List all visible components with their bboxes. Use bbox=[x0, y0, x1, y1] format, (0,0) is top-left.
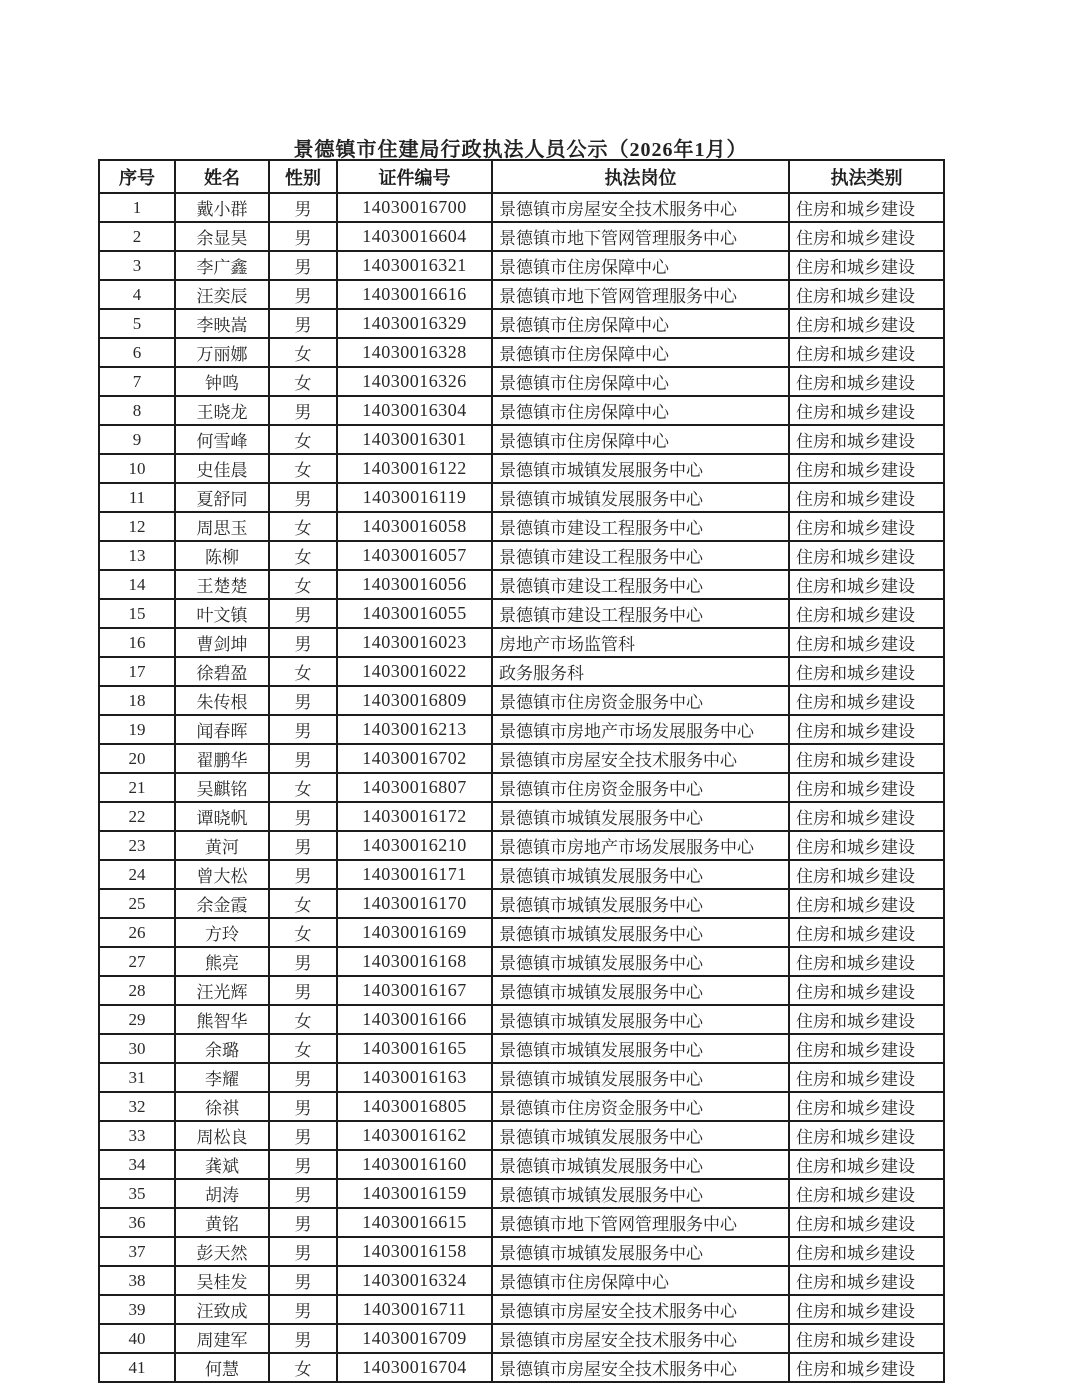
cell: 汪奕辰 bbox=[175, 280, 269, 309]
cell: 景德镇市城镇发展服务中心 bbox=[492, 860, 789, 889]
cell: 20 bbox=[99, 744, 175, 773]
table-row bbox=[99, 773, 944, 802]
cell: 住房和城乡建设 bbox=[789, 773, 944, 802]
table-row bbox=[99, 1092, 944, 1121]
cell: 28 bbox=[99, 976, 175, 1005]
table-row bbox=[99, 1266, 944, 1295]
cell: 景德镇市住房保障中心 bbox=[492, 309, 789, 338]
cell: 男 bbox=[269, 831, 337, 860]
table-row bbox=[99, 889, 944, 918]
cell: 景德镇市住房资金服务中心 bbox=[492, 773, 789, 802]
cell: 41 bbox=[99, 1353, 175, 1382]
table-row bbox=[99, 367, 944, 396]
table-row bbox=[99, 715, 944, 744]
cell: 景德镇市城镇发展服务中心 bbox=[492, 1063, 789, 1092]
cell: 住房和城乡建设 bbox=[789, 831, 944, 860]
cell: 住房和城乡建设 bbox=[789, 512, 944, 541]
cell: 曾大松 bbox=[175, 860, 269, 889]
table-row bbox=[99, 744, 944, 773]
cell: 7 bbox=[99, 367, 175, 396]
cell: 住房和城乡建设 bbox=[789, 193, 944, 222]
cell: 景德镇市城镇发展服务中心 bbox=[492, 889, 789, 918]
cell: 39 bbox=[99, 1295, 175, 1324]
cell: 景德镇市城镇发展服务中心 bbox=[492, 1034, 789, 1063]
cell: 33 bbox=[99, 1121, 175, 1150]
table-row bbox=[99, 628, 944, 657]
table-row bbox=[99, 483, 944, 512]
table-row bbox=[99, 512, 944, 541]
table-row bbox=[99, 1179, 944, 1208]
cell: 男 bbox=[269, 628, 337, 657]
cell: 14030016167 bbox=[337, 976, 492, 1005]
table-row bbox=[99, 251, 944, 280]
cell: 40 bbox=[99, 1324, 175, 1353]
cell: 14030016162 bbox=[337, 1121, 492, 1150]
cell: 吴桂发 bbox=[175, 1266, 269, 1295]
table-row bbox=[99, 309, 944, 338]
cell: 住房和城乡建设 bbox=[789, 657, 944, 686]
cell: 徐碧盈 bbox=[175, 657, 269, 686]
table-row bbox=[99, 570, 944, 599]
cell: 36 bbox=[99, 1208, 175, 1237]
cell: 翟鹏华 bbox=[175, 744, 269, 773]
cell: 景德镇市城镇发展服务中心 bbox=[492, 1005, 789, 1034]
cell: 景德镇市建设工程服务中心 bbox=[492, 599, 789, 628]
cell: 住房和城乡建设 bbox=[789, 947, 944, 976]
table-row bbox=[99, 280, 944, 309]
cell: 李耀 bbox=[175, 1063, 269, 1092]
table-row bbox=[99, 1208, 944, 1237]
cell: 男 bbox=[269, 802, 337, 831]
cell: 政务服务科 bbox=[492, 657, 789, 686]
page-title: 景德镇市住建局行政执法人员公示（2026年1月） bbox=[293, 139, 748, 161]
cell: 14030016171 bbox=[337, 860, 492, 889]
cell: 住房和城乡建设 bbox=[789, 454, 944, 483]
cell: 男 bbox=[269, 396, 337, 425]
cell: 14030016170 bbox=[337, 889, 492, 918]
cell: 34 bbox=[99, 1150, 175, 1179]
table-body bbox=[99, 193, 944, 1382]
cell: 住房和城乡建设 bbox=[789, 541, 944, 570]
cell: 住房和城乡建设 bbox=[789, 628, 944, 657]
cell: 景德镇市城镇发展服务中心 bbox=[492, 1150, 789, 1179]
cell: 景德镇市住房资金服务中心 bbox=[492, 1092, 789, 1121]
cell: 26 bbox=[99, 918, 175, 947]
cell: 景德镇市房屋安全技术服务中心 bbox=[492, 1324, 789, 1353]
cell: 22 bbox=[99, 802, 175, 831]
cell: 住房和城乡建设 bbox=[789, 1034, 944, 1063]
table-row bbox=[99, 860, 944, 889]
cell: 14030016122 bbox=[337, 454, 492, 483]
table-row bbox=[99, 1295, 944, 1324]
cell: 周建军 bbox=[175, 1324, 269, 1353]
cell: 男 bbox=[269, 1121, 337, 1150]
table-row bbox=[99, 1063, 944, 1092]
cell: 彭天然 bbox=[175, 1237, 269, 1266]
cell: 14030016329 bbox=[337, 309, 492, 338]
cell: 景德镇市地下管网管理服务中心 bbox=[492, 1208, 789, 1237]
cell: 男 bbox=[269, 744, 337, 773]
cell: 景德镇市城镇发展服务中心 bbox=[492, 976, 789, 1005]
cell: 何雪峰 bbox=[175, 425, 269, 454]
cell: 8 bbox=[99, 396, 175, 425]
cell: 景德镇市住房保障中心 bbox=[492, 425, 789, 454]
cell: 景德镇市城镇发展服务中心 bbox=[492, 1179, 789, 1208]
cell: 住房和城乡建设 bbox=[789, 1266, 944, 1295]
cell: 14030016058 bbox=[337, 512, 492, 541]
cell: 史佳晨 bbox=[175, 454, 269, 483]
cell: 女 bbox=[269, 1005, 337, 1034]
cell: 25 bbox=[99, 889, 175, 918]
table-row bbox=[99, 918, 944, 947]
cell: 景德镇市建设工程服务中心 bbox=[492, 541, 789, 570]
cell: 景德镇市地下管网管理服务中心 bbox=[492, 222, 789, 251]
cell: 熊亮 bbox=[175, 947, 269, 976]
cell: 男 bbox=[269, 222, 337, 251]
cell: 5 bbox=[99, 309, 175, 338]
cell: 住房和城乡建设 bbox=[789, 1121, 944, 1150]
cell: 住房和城乡建设 bbox=[789, 1237, 944, 1266]
cell: 住房和城乡建设 bbox=[789, 396, 944, 425]
cell: 男 bbox=[269, 1208, 337, 1237]
table-row bbox=[99, 1150, 944, 1179]
cell: 9 bbox=[99, 425, 175, 454]
cell: 14030016321 bbox=[337, 251, 492, 280]
cell: 14030016604 bbox=[337, 222, 492, 251]
cell: 14030016169 bbox=[337, 918, 492, 947]
cell: 37 bbox=[99, 1237, 175, 1266]
cell: 景德镇市城镇发展服务中心 bbox=[492, 1121, 789, 1150]
cell: 汪光辉 bbox=[175, 976, 269, 1005]
cell: 14030016160 bbox=[337, 1150, 492, 1179]
cell: 14030016165 bbox=[337, 1034, 492, 1063]
table-row bbox=[99, 1237, 944, 1266]
table-row bbox=[99, 338, 944, 367]
cell: 男 bbox=[269, 280, 337, 309]
cell: 14030016805 bbox=[337, 1092, 492, 1121]
cell: 男 bbox=[269, 1150, 337, 1179]
cell: 住房和城乡建设 bbox=[789, 1092, 944, 1121]
cell: 14030016304 bbox=[337, 396, 492, 425]
cell: 女 bbox=[269, 570, 337, 599]
cell: 住房和城乡建设 bbox=[789, 251, 944, 280]
cell: 熊智华 bbox=[175, 1005, 269, 1034]
cell: 男 bbox=[269, 1237, 337, 1266]
table-row bbox=[99, 1034, 944, 1063]
cell: 14030016702 bbox=[337, 744, 492, 773]
cell: 黄河 bbox=[175, 831, 269, 860]
cell: 14030016616 bbox=[337, 280, 492, 309]
cell: 女 bbox=[269, 1034, 337, 1063]
cell: 14030016163 bbox=[337, 1063, 492, 1092]
header-cell: 性别 bbox=[269, 160, 337, 193]
cell: 19 bbox=[99, 715, 175, 744]
table-row bbox=[99, 1353, 944, 1382]
cell: 14030016807 bbox=[337, 773, 492, 802]
cell: 14030016119 bbox=[337, 483, 492, 512]
cell: 女 bbox=[269, 512, 337, 541]
cell: 21 bbox=[99, 773, 175, 802]
header-cell: 序号 bbox=[99, 160, 175, 193]
cell: 房地产市场监管科 bbox=[492, 628, 789, 657]
cell: 14030016168 bbox=[337, 947, 492, 976]
cell: 周思玉 bbox=[175, 512, 269, 541]
cell: 景德镇市房屋安全技术服务中心 bbox=[492, 744, 789, 773]
table-row bbox=[99, 802, 944, 831]
cell: 14030016055 bbox=[337, 599, 492, 628]
cell: 方玲 bbox=[175, 918, 269, 947]
cell: 景德镇市住房保障中心 bbox=[492, 1266, 789, 1295]
cell: 住房和城乡建设 bbox=[789, 338, 944, 367]
cell: 住房和城乡建设 bbox=[789, 976, 944, 1005]
table-row bbox=[99, 686, 944, 715]
table-row bbox=[99, 657, 944, 686]
cell: 景德镇市城镇发展服务中心 bbox=[492, 918, 789, 947]
cell: 14030016704 bbox=[337, 1353, 492, 1382]
cell: 17 bbox=[99, 657, 175, 686]
cell: 景德镇市城镇发展服务中心 bbox=[492, 802, 789, 831]
cell: 14030016172 bbox=[337, 802, 492, 831]
cell: 景德镇市城镇发展服务中心 bbox=[492, 454, 789, 483]
header-cell: 执法岗位 bbox=[492, 160, 789, 193]
table-row bbox=[99, 425, 944, 454]
cell: 谭晓帆 bbox=[175, 802, 269, 831]
cell: 住房和城乡建设 bbox=[789, 744, 944, 773]
cell: 住房和城乡建设 bbox=[789, 570, 944, 599]
cell: 住房和城乡建设 bbox=[789, 918, 944, 947]
cell: 女 bbox=[269, 918, 337, 947]
cell: 男 bbox=[269, 947, 337, 976]
cell: 女 bbox=[269, 889, 337, 918]
cell: 14030016301 bbox=[337, 425, 492, 454]
cell: 女 bbox=[269, 367, 337, 396]
cell: 1 bbox=[99, 193, 175, 222]
table-row bbox=[99, 454, 944, 483]
cell: 14030016711 bbox=[337, 1295, 492, 1324]
cell: 李广鑫 bbox=[175, 251, 269, 280]
cell: 汪致成 bbox=[175, 1295, 269, 1324]
table-row bbox=[99, 1005, 944, 1034]
cell: 4 bbox=[99, 280, 175, 309]
cell: 女 bbox=[269, 454, 337, 483]
table-row bbox=[99, 396, 944, 425]
cell: 陈柳 bbox=[175, 541, 269, 570]
cell: 14 bbox=[99, 570, 175, 599]
cell: 曹剑坤 bbox=[175, 628, 269, 657]
cell: 14030016166 bbox=[337, 1005, 492, 1034]
cell: 景德镇市住房资金服务中心 bbox=[492, 686, 789, 715]
cell: 15 bbox=[99, 599, 175, 628]
cell: 余显昊 bbox=[175, 222, 269, 251]
cell: 男 bbox=[269, 251, 337, 280]
table-row bbox=[99, 1324, 944, 1353]
table-row bbox=[99, 193, 944, 222]
cell: 30 bbox=[99, 1034, 175, 1063]
cell: 女 bbox=[269, 425, 337, 454]
cell: 3 bbox=[99, 251, 175, 280]
table-row bbox=[99, 1121, 944, 1150]
personnel-table bbox=[98, 159, 945, 1383]
cell: 男 bbox=[269, 309, 337, 338]
cell: 住房和城乡建设 bbox=[789, 222, 944, 251]
cell: 14030016056 bbox=[337, 570, 492, 599]
cell: 住房和城乡建设 bbox=[789, 889, 944, 918]
table-row bbox=[99, 541, 944, 570]
cell: 11 bbox=[99, 483, 175, 512]
cell: 景德镇市建设工程服务中心 bbox=[492, 512, 789, 541]
cell: 住房和城乡建设 bbox=[789, 715, 944, 744]
cell: 景德镇市城镇发展服务中心 bbox=[492, 1237, 789, 1266]
cell: 14030016023 bbox=[337, 628, 492, 657]
cell: 景德镇市房地产市场发展服务中心 bbox=[492, 715, 789, 744]
cell: 男 bbox=[269, 1092, 337, 1121]
cell: 闻春晖 bbox=[175, 715, 269, 744]
cell: 27 bbox=[99, 947, 175, 976]
cell: 29 bbox=[99, 1005, 175, 1034]
cell: 景德镇市房地产市场发展服务中心 bbox=[492, 831, 789, 860]
cell: 16 bbox=[99, 628, 175, 657]
cell: 余金霞 bbox=[175, 889, 269, 918]
cell: 住房和城乡建设 bbox=[789, 1005, 944, 1034]
cell: 万丽娜 bbox=[175, 338, 269, 367]
cell: 男 bbox=[269, 976, 337, 1005]
cell: 住房和城乡建设 bbox=[789, 802, 944, 831]
cell: 14030016159 bbox=[337, 1179, 492, 1208]
header-cell: 姓名 bbox=[175, 160, 269, 193]
cell: 景德镇市建设工程服务中心 bbox=[492, 570, 789, 599]
cell: 女 bbox=[269, 657, 337, 686]
header-cell: 执法类别 bbox=[789, 160, 944, 193]
cell: 14030016615 bbox=[337, 1208, 492, 1237]
cell: 14030016022 bbox=[337, 657, 492, 686]
cell: 男 bbox=[269, 1266, 337, 1295]
cell: 女 bbox=[269, 1353, 337, 1382]
cell: 景德镇市住房保障中心 bbox=[492, 251, 789, 280]
table-row bbox=[99, 222, 944, 251]
cell: 吴麒铭 bbox=[175, 773, 269, 802]
cell: 男 bbox=[269, 715, 337, 744]
cell: 李映嵩 bbox=[175, 309, 269, 338]
cell: 住房和城乡建设 bbox=[789, 309, 944, 338]
cell: 男 bbox=[269, 599, 337, 628]
cell: 住房和城乡建设 bbox=[789, 686, 944, 715]
cell: 朱传根 bbox=[175, 686, 269, 715]
table-row bbox=[99, 947, 944, 976]
cell: 女 bbox=[269, 773, 337, 802]
cell: 周松良 bbox=[175, 1121, 269, 1150]
cell: 14030016809 bbox=[337, 686, 492, 715]
cell: 14030016210 bbox=[337, 831, 492, 860]
cell: 王晓龙 bbox=[175, 396, 269, 425]
cell: 余璐 bbox=[175, 1034, 269, 1063]
cell: 18 bbox=[99, 686, 175, 715]
cell: 38 bbox=[99, 1266, 175, 1295]
cell: 23 bbox=[99, 831, 175, 860]
cell: 钟鸣 bbox=[175, 367, 269, 396]
cell: 徐祺 bbox=[175, 1092, 269, 1121]
cell: 13 bbox=[99, 541, 175, 570]
cell: 王楚楚 bbox=[175, 570, 269, 599]
table-row bbox=[99, 976, 944, 1005]
cell: 景德镇市房屋安全技术服务中心 bbox=[492, 1295, 789, 1324]
cell: 景德镇市城镇发展服务中心 bbox=[492, 483, 789, 512]
cell: 14030016057 bbox=[337, 541, 492, 570]
cell: 住房和城乡建设 bbox=[789, 1353, 944, 1382]
cell: 14030016324 bbox=[337, 1266, 492, 1295]
cell: 住房和城乡建设 bbox=[789, 1295, 944, 1324]
cell: 男 bbox=[269, 1179, 337, 1208]
cell: 住房和城乡建设 bbox=[789, 367, 944, 396]
cell: 14030016328 bbox=[337, 338, 492, 367]
cell: 14030016213 bbox=[337, 715, 492, 744]
cell: 男 bbox=[269, 686, 337, 715]
table-row bbox=[99, 831, 944, 860]
cell: 住房和城乡建设 bbox=[789, 1179, 944, 1208]
cell: 龚斌 bbox=[175, 1150, 269, 1179]
cell: 男 bbox=[269, 193, 337, 222]
cell: 14030016700 bbox=[337, 193, 492, 222]
cell: 夏舒同 bbox=[175, 483, 269, 512]
cell: 住房和城乡建设 bbox=[789, 599, 944, 628]
header-row bbox=[99, 160, 944, 193]
cell: 何慧 bbox=[175, 1353, 269, 1382]
cell: 女 bbox=[269, 541, 337, 570]
cell: 男 bbox=[269, 860, 337, 889]
cell: 住房和城乡建设 bbox=[789, 1324, 944, 1353]
cell: 14030016158 bbox=[337, 1237, 492, 1266]
cell: 住房和城乡建设 bbox=[789, 1063, 944, 1092]
cell: 住房和城乡建设 bbox=[789, 1150, 944, 1179]
cell: 叶文镇 bbox=[175, 599, 269, 628]
cell: 24 bbox=[99, 860, 175, 889]
cell: 男 bbox=[269, 1063, 337, 1092]
table-header bbox=[99, 160, 944, 193]
cell: 住房和城乡建设 bbox=[789, 425, 944, 454]
cell: 景德镇市城镇发展服务中心 bbox=[492, 947, 789, 976]
cell: 住房和城乡建设 bbox=[789, 860, 944, 889]
cell: 10 bbox=[99, 454, 175, 483]
cell: 住房和城乡建设 bbox=[789, 280, 944, 309]
cell: 景德镇市住房保障中心 bbox=[492, 367, 789, 396]
cell: 住房和城乡建设 bbox=[789, 483, 944, 512]
cell: 14030016326 bbox=[337, 367, 492, 396]
cell: 31 bbox=[99, 1063, 175, 1092]
cell: 男 bbox=[269, 1295, 337, 1324]
cell: 2 bbox=[99, 222, 175, 251]
cell: 男 bbox=[269, 483, 337, 512]
cell: 景德镇市房屋安全技术服务中心 bbox=[492, 1353, 789, 1382]
cell: 35 bbox=[99, 1179, 175, 1208]
header-cell: 证件编号 bbox=[337, 160, 492, 193]
cell: 景德镇市地下管网管理服务中心 bbox=[492, 280, 789, 309]
cell: 景德镇市房屋安全技术服务中心 bbox=[492, 193, 789, 222]
cell: 6 bbox=[99, 338, 175, 367]
cell: 32 bbox=[99, 1092, 175, 1121]
cell: 景德镇市住房保障中心 bbox=[492, 338, 789, 367]
cell: 景德镇市住房保障中心 bbox=[492, 396, 789, 425]
table-row bbox=[99, 599, 944, 628]
cell: 胡涛 bbox=[175, 1179, 269, 1208]
cell: 黄铭 bbox=[175, 1208, 269, 1237]
cell: 男 bbox=[269, 1324, 337, 1353]
cell: 14030016709 bbox=[337, 1324, 492, 1353]
cell: 女 bbox=[269, 338, 337, 367]
cell: 戴小群 bbox=[175, 193, 269, 222]
cell: 12 bbox=[99, 512, 175, 541]
cell: 住房和城乡建设 bbox=[789, 1208, 944, 1237]
